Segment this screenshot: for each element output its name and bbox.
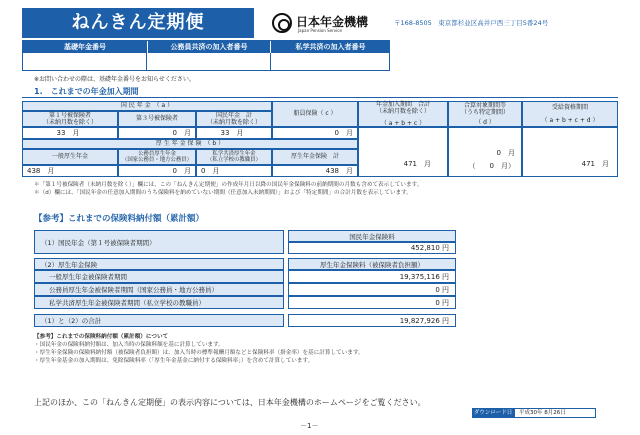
koumuin-payment-value: 0 円 <box>288 283 456 296</box>
shigaku-payment-label: 私学共済厚生年金被保険者期間（私立学校の教職員） <box>34 296 284 309</box>
dai1-value: 33 月 <box>22 127 118 139</box>
ippan-kosei-header: 一般厚生年金 <box>22 149 118 165</box>
senin-value: 0 月 <box>272 127 358 139</box>
payment-notes <box>34 333 364 365</box>
org-logo <box>272 13 384 35</box>
kokumin-payment-label: （1）国民年金（第１号被保険者期間） <box>34 230 284 254</box>
ippan-payment-label: 一般厚生年金被保険者期間 <box>34 270 284 283</box>
section1-divider <box>22 97 618 98</box>
shigaku-number-header: 私学共済の加入者番号 <box>271 41 390 53</box>
payment-note-2: ・厚生年金保険の保険料納付額（被保険者負担額）は、加入当時の標準報酬月額などと保険料率（掛金率）を基に計算しています。 <box>34 350 364 356</box>
org-address: 〒168-8505 東京都杉並区高井戸西三丁目5番24号 <box>394 19 549 27</box>
section2-title: 【参考】これまでの保険料納付額（累計額） <box>34 214 205 224</box>
kokumin-payment-header: 国民年金保険料 <box>288 230 456 242</box>
jukyu-header: 受給資格期間 （ a + b + c + d ） <box>522 101 618 127</box>
kosei-total-header: 厚生年金保険 計 <box>272 149 358 165</box>
kosei-payment-header: 厚生年金保険料（被保険者負担額） <box>288 258 456 270</box>
kokumin-payment-value: 452,810 円 <box>288 242 456 254</box>
payment-note-3: ・厚生年金基金の加入期間は、免除保険料率（「厚生年金基金に納付する保険料率」）を含めて計算しています。 <box>34 358 314 364</box>
grand-total-label: （1）と（2）の合計 <box>34 314 284 327</box>
payment-note-1: ・国民年金の保険料納付額は、加入当時の保険料額を基に計算しています。 <box>34 342 224 348</box>
koumuin-number-value <box>147 53 271 70</box>
dai3-header: 第３号被保険者 <box>118 111 196 127</box>
kosei-payment-label: （2）厚生年金保険 <box>34 258 284 270</box>
jukyu-value: 471 月 <box>522 127 618 177</box>
koumuin-kosei-header: 公務員厚生年金 （国家公務員・地方公務員） <box>118 149 196 165</box>
payment-notes-title: 【参考】これまでの保険料納付額（累計額）について <box>34 334 169 340</box>
dai1-header: 第１号被保険者 （未納月数を除く） <box>22 111 118 127</box>
kokumin-header: 国 民 年 金 （ a ） <box>22 101 272 111</box>
kokumin-total-header: 国民年金 計 （未納月数を除く） <box>196 111 272 127</box>
kosei-header: 厚 生 年 金 保 険 （ b ） <box>22 139 358 149</box>
contact-note: ※お問い合わせの際は、基礎年金番号をお知らせください。 <box>34 76 195 83</box>
org-name: 日本年金機構 <box>296 15 369 29</box>
org-logo-icon <box>272 13 292 33</box>
shigaku-payment-value: 0 円 <box>288 296 456 309</box>
kokumin-total-value: 33 月 <box>196 127 272 139</box>
shigaku-kosei-header: 私学共済厚生年金 （私立学校の教職員） <box>196 149 272 165</box>
dai3-value: 0 月 <box>118 127 196 139</box>
total-period-header: 年金加入期間 合計 （未納月数を除く） （ a + b + c ） <box>358 101 448 127</box>
kiso-number-header: 基礎年金番号 <box>23 41 147 53</box>
ippan-payment-value: 19,375,116 円 <box>288 270 456 283</box>
total-period-value: 471 月 <box>358 127 448 177</box>
org-sub: Japan Pension Service <box>298 28 342 33</box>
ippan-kosei-value: 438 月 <box>22 165 118 177</box>
gassan-header: 合算対象期間等 （うち特定期間） （ d ） <box>448 101 522 127</box>
section1-title: 1. これまでの年金加入期間 <box>34 87 139 96</box>
gassan-value: 0 月 （ 0 月） <box>448 127 522 177</box>
koumuin-payment-label: 公務員厚生年金被保険者期間（国家公務員・地方公務員） <box>34 283 284 296</box>
kiso-number-value <box>23 53 147 70</box>
footnote-2: ＊（d）欄には、「国民年金の任意加入期間のうち保険料を納めていない期間（任意加入未納期間）」および「特定期間」の合計月数を表示しています。 <box>34 190 412 196</box>
download-date-value: 平成30年 8月26日 <box>514 408 596 418</box>
kosei-total-value: 438 月 <box>272 165 358 177</box>
page-title: ねんきん定期便 <box>22 8 254 38</box>
koumuin-kosei-value: 0 月 <box>118 165 196 177</box>
shigaku-kosei-value: 0 月 <box>196 165 272 177</box>
senin-header: 船員保険（ c ） <box>272 101 358 127</box>
id-number-table <box>22 40 390 71</box>
footnote-1: ＊「第１号被保険者（未納月数を除く）」欄には、この「ねんきん定期便」の作成年月日以降の国民年金保険料の前納期間の月数も含めて表示しています。 <box>34 182 423 188</box>
koumuin-number-header: 公務員共済の加入者番号 <box>148 41 270 53</box>
grand-total-value: 19,827,926 円 <box>288 314 456 327</box>
download-date-label: ダウンロード日 <box>473 410 513 416</box>
homepage-note: 上記のほか、この「ねんきん定期便」の表示内容については、日本年金機構のホームページをご覧ください。 <box>34 398 426 407</box>
page-number: －1－ <box>300 422 319 430</box>
